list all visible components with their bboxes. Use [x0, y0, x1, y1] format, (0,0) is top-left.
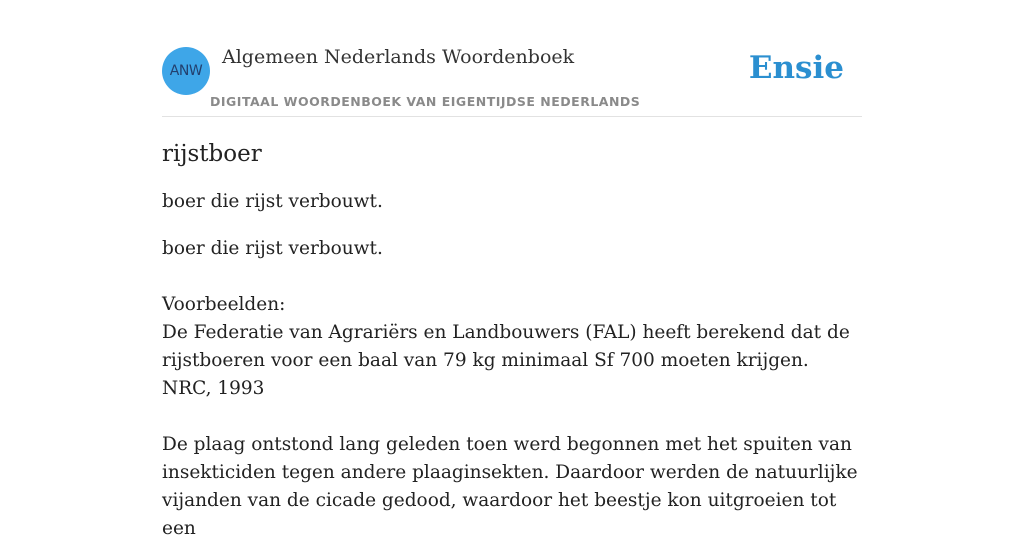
entry-title: rijstboer — [162, 141, 262, 167]
example-line: rijstboeren voor een baal van 79 kg minimaal Sf 700 moeten krijgen. — [162, 350, 809, 371]
example-line: vijanden van de cicade gedood, waardoor het beestje kon uitgroeien tot een — [162, 490, 837, 539]
example-line: De Federatie van Agrariërs en Landbouwers (FAL) heeft berekend dat de — [162, 322, 850, 343]
site-title[interactable]: Algemeen Nederlands Woordenboek — [222, 46, 575, 68]
anw-logo[interactable] — [162, 47, 210, 95]
body-line: boer die rijst verbouwt. — [162, 238, 383, 259]
site-header — [162, 0, 862, 117]
logo-text: ANW — [169, 63, 203, 79]
ensie-brand-link[interactable]: Ensie — [748, 50, 844, 86]
entry-content — [162, 138, 862, 543]
examples-heading: Voorbeelden: — [162, 294, 286, 315]
example-line: De plaag ontstond lang geleden toen werd begonnen met het spuiten van — [162, 434, 852, 455]
example-source: NRC, 1993 — [162, 378, 265, 399]
body-line — [162, 263, 862, 291]
example-line: insekticiden tegen andere plaaginsekten. Daardoor werden de natuurlijke — [162, 462, 858, 483]
entry-definition: boer die rijst verbouwt. — [162, 191, 383, 212]
body-line — [162, 403, 862, 431]
entry-body — [162, 235, 862, 543]
site-subtitle: DIGITAAL WOORDENBOEK VAN EIGENTIJDSE NEDERLANDS — [210, 94, 641, 109]
